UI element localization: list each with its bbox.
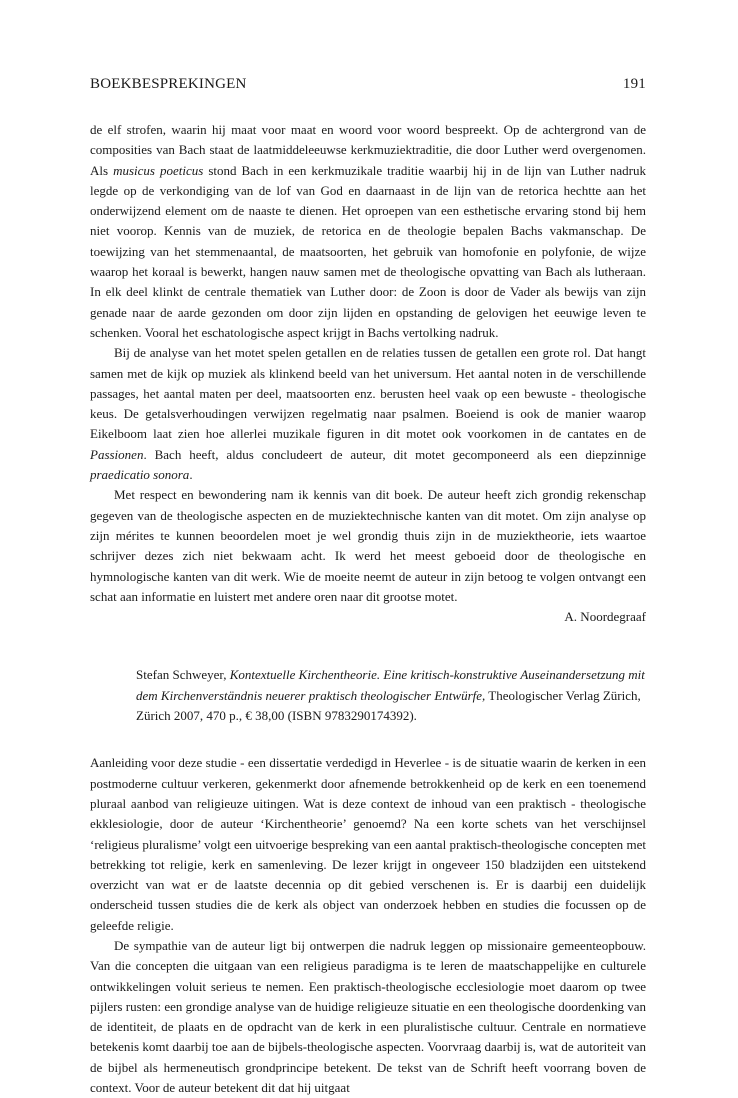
text-run: Met respect en bewondering nam ik kennis van dit boek. De auteur heeft zich grondig rekenschap gegeven van de theologische aspecten en de muziektechnische kanten van dit motet. Om zijn analyse op zijn mérites te kunnen beoordelen moet je wel grondig thuis zijn in de muziektheorie, iets waartoe schrijver dezes zich niet bekwaam acht. Ik werd het meest geboeid door de theologische en hymnologische kanten van dit werk. Wie de moeite neemt de auteur in zijn betoog te volgen ontvangt een schat aan informatie en luistert met andere oren naar dit grootse motet. (90, 487, 646, 604)
text-run: Bij de analyse van het motet spelen getallen en de relaties tussen de getallen een grote rol. Dat hangt samen met de kijk op muziek als klinkend beeld van het universum. Het aantal noten in de verschillende passages, het aantal maten per deel, maatsoorten enz. berusten heel vaak op een bewuste - theologische keus. De getalsverhoudingen verwijzen regelmatig naar psalmen. Boeiend is ook de manier waarop Eikelboom laat zien hoe allerlei muzikale figuren in dit motet ook voorkomen in de cantates en de (90, 345, 646, 442)
review2-paragraph-1 (90, 753, 646, 936)
page-number: 191 (622, 76, 646, 92)
text-run: Aanleiding voor deze studie - een dissertatie verdedigd in Heverlee - is de situatie waarin de kerken in een postmoderne cultuur verkeren, gekenmerkt door afnemende betrokkenheid op de kerk en een toenemend pluraal aanbod van religieuze uitingen. Wat is deze context de inhoud van een praktisch - theologische ekklesiologie, door de auteur ‘Kirchentheorie’ genoemd? Na een korte schets van het verschijnsel ‘religieus pluralisme’ volgt een uitvoerige bespreking van een aantal praktisch-theologische concepten met betrekking tot religie, kerk en samenleving. De lezer krijgt in ongeveer 150 bladzijden een uitstekend overzicht van wat er de laatste decennia op dit gebied verschenen is. Er is daarbij een duidelijk onderscheid tussen studies die de kerk als object van onderzoek hebben en studies die focussen op de geleefde religie. (90, 755, 646, 933)
book-bibliography (136, 665, 646, 726)
review1-paragraph-1 (90, 120, 646, 343)
italic-text-run: Passionen (90, 446, 144, 462)
text-run: . Bach heeft, aldus concludeert de auteur, dit motet gecomponeerd als een diepzinnige (143, 446, 646, 462)
text-run: Stefan Schweyer, (136, 667, 230, 683)
body-text (90, 120, 646, 1098)
italic-text-run: Kontextuelle Kirchentheorie. Eine kritisch-konstruktive Auseinandersetzung mit dem Kirchenverständnis neuerer praktisch theologischer Entwürfe, (136, 667, 645, 703)
text-run: De sympathie van de auteur ligt bij ontwerpen die nadruk leggen op missionaire gemeenteopbouw. Van die concepten die uitgaan van een religieus paradigma is te leren de maatschappelijke en culturele ontwikkelingen voluit serieus te nemen. Een praktisch-theologische ecclesiologie moet daarom op twee pijlers rusten: een grondige analyse van de huidige religieuze situatie en een theologische doordenking van de identiteit, de plaats en de opdracht van de kerk in een pluralistische cultuur. Centrale en normatieve betekenis komt daarbij toe aan de bijbels-theologische aspecten. Voorvraag daarbij is, wat de autoriteit van de bijbel als hermeneutisch grondprincipe betekent. De tekst van de Schrift heeft voorrang boven de context. Voor de auteur betekent dit dat hij uitgaat (90, 937, 646, 1096)
text-run: . (189, 467, 193, 483)
text-run: de elf strofen, waarin hij maat voor maat en woord voor woord bespreekt. Op de achtergrond van de composities van Bach staat de laatmiddeleeuwse kerkmuziektraditie, die door Luther werd overgenomen. Als (90, 122, 646, 178)
review1-paragraph-2 (90, 343, 646, 485)
italic-text-run: musicus poeticus (113, 162, 204, 178)
text-run: stond Bach in een kerkmuzikale traditie waarbij hij in de lijn van Luther nadruk legde op de verkondiging van de lof van God en daarnaast in de lijn van de retorica hechtte aan het onderwijzend element om de naaste te dienen. Het oproepen van een esthetische ervaring stond bij hem niet voorop. Kennis van de muziek, de retorica en de theologie bepalen Bachs vakmanschap. De toewijzing van het stemmenaantal, de maatsoorten, het gebruik van homofonie en polyfonie, de wijze waarop het koraal is bewerkt, hangen nauw samen met de theologische opvatting van Bach als lutheraan. In elk deel klinkt de centrale thematiek van Luther door: de Zoon is door de Vader als bewijs van zijn genade naar de aarde gezonden om door zijn lijden en opstanding de gelovigen het eeuwige leven te schenken. Vooral het eschatologische aspect krijgt in Bachs vertolking nadruk. (90, 162, 647, 340)
text-run: Theologischer Verlag Zürich, Zürich 2007, 470 p., € 38,00 (ISBN 9783290174392). (136, 687, 641, 724)
review2-paragraph-2 (90, 936, 646, 1098)
reviewer-signature: A. Noordegraaf (564, 609, 646, 625)
review1-paragraph-3 (90, 485, 646, 607)
italic-text-run: praedicatio sonora (90, 467, 190, 483)
section-title: BOEKBESPREKINGEN (90, 76, 247, 92)
